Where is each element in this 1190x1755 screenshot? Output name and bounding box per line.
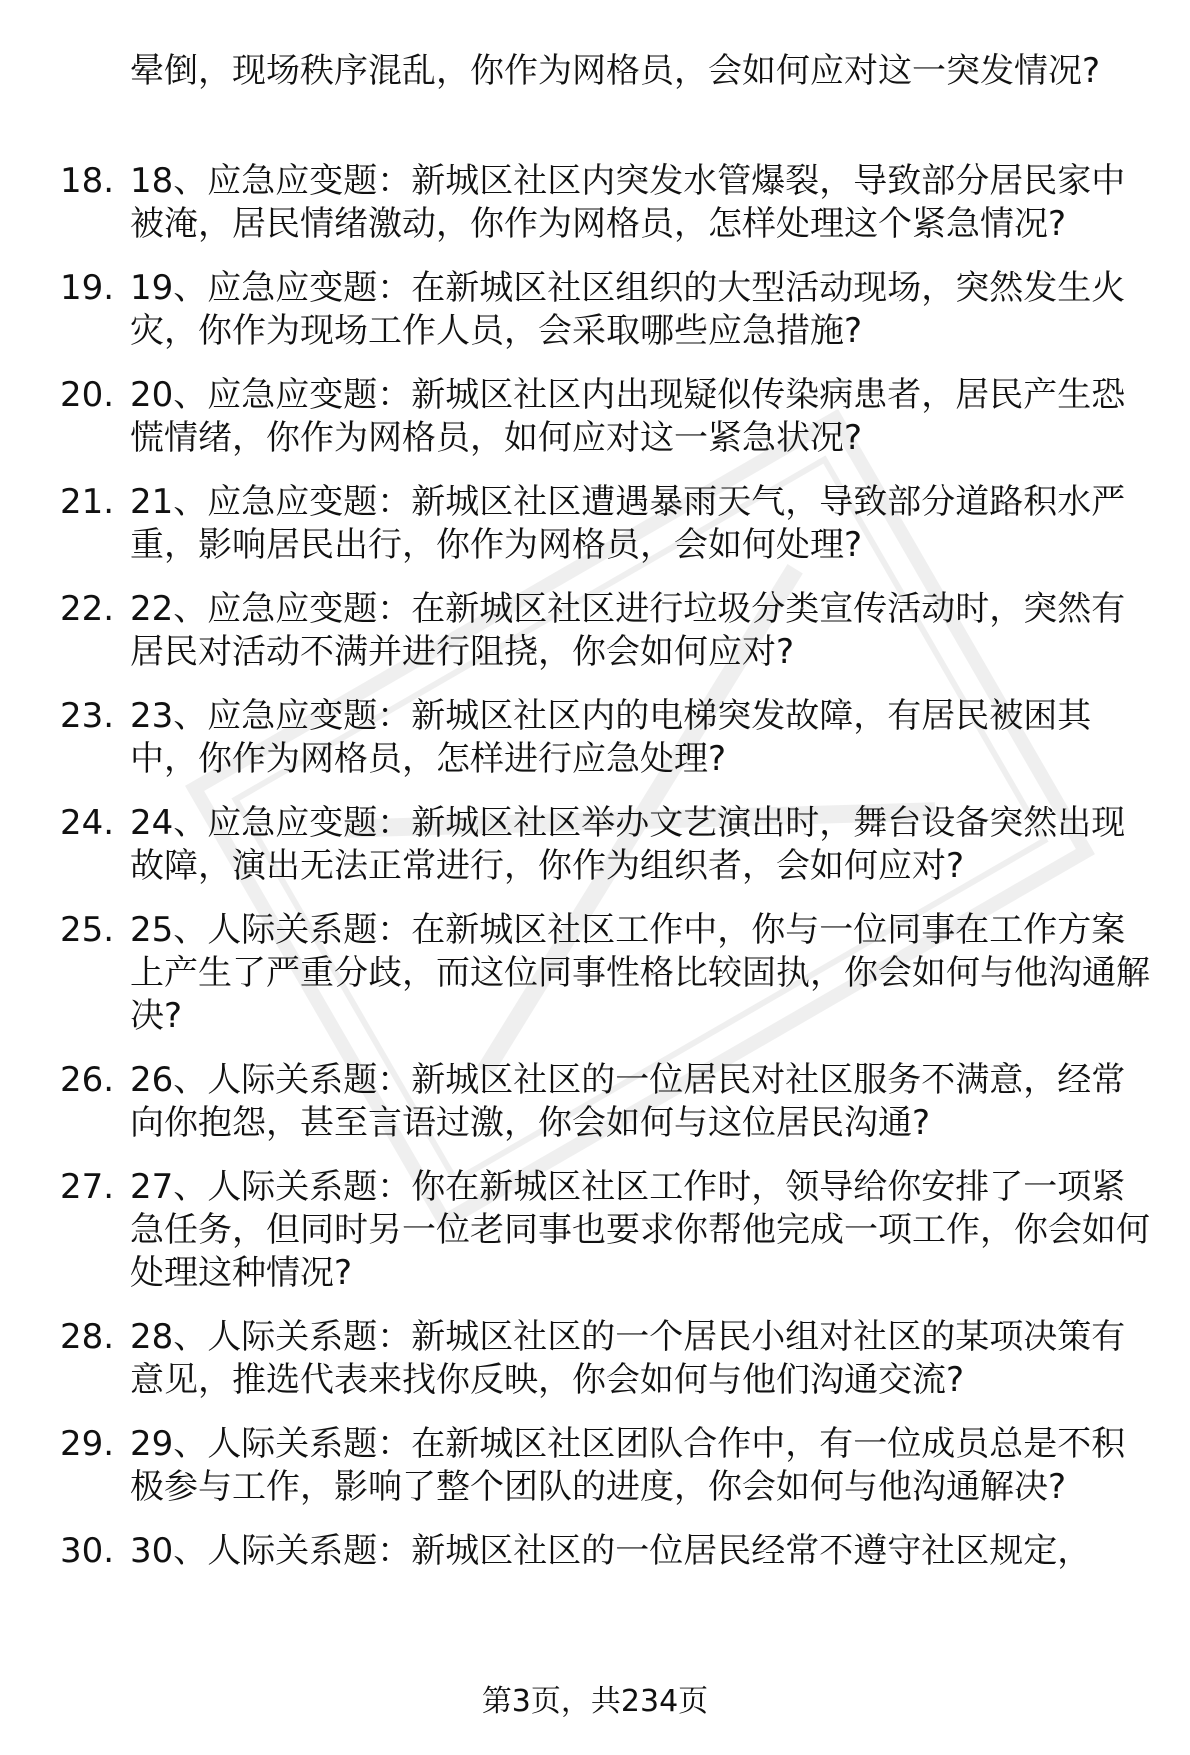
item-text: 24、应急应变题：新城区社区举办文艺演出时，舞台设备突然出现故障，演出无法正常进行，你作为组织者，会如何应对?: [130, 803, 1126, 886]
list-item: [60, 1423, 1150, 1509]
item-text: 23、应急应变题：新城区社区内的电梯突发故障，有居民被困其中，你作为网格员，怎样进行应急处理?: [130, 696, 1092, 779]
continuation-text: 晕倒，现场秩序混乱，你作为网格员，会如何应对这一突发情况?: [130, 51, 1101, 91]
item-number: 21.: [60, 482, 115, 522]
item-number: 25.: [60, 910, 115, 950]
list-item: [60, 160, 1150, 246]
list-item: [60, 802, 1150, 888]
list-item: [60, 1316, 1150, 1402]
item-text: 26、人际关系题：新城区社区的一位居民对社区服务不满意，经常向你抱怨，甚至言语过激，你会如何与这位居民沟通?: [130, 1060, 1126, 1143]
item-text: 22、应急应变题：在新城区社区进行垃圾分类宣传活动时，突然有居民对活动不满并进行阻挠，你会如何应对?: [130, 589, 1126, 672]
item-number: 27.: [60, 1167, 115, 1207]
item-number: 18.: [60, 161, 115, 201]
item-number: 29.: [60, 1424, 115, 1464]
item-text: 25、人际关系题：在新城区社区工作中，你与一位同事在工作方案上产生了严重分歧，而这位同事性格比较固执，你会如何与他沟通解决?: [130, 910, 1150, 1036]
list-item: [60, 1059, 1150, 1145]
item-text: 20、应急应变题：新城区社区内出现疑似传染病患者，居民产生恐慌情绪，你作为网格员，如何应对这一紧急状况?: [130, 375, 1126, 458]
item-number: 26.: [60, 1060, 115, 1100]
list-item: [60, 1530, 1150, 1573]
list-item: [60, 374, 1150, 460]
item-number: 22.: [60, 589, 115, 629]
item-number: 23.: [60, 696, 115, 736]
item-text: 19、应急应变题：在新城区社区组织的大型活动现场，突然发生火灾，你作为现场工作人员，会采取哪些应急措施?: [130, 268, 1126, 351]
list-item: [60, 588, 1150, 674]
item-text: 29、人际关系题：在新城区社区团队合作中，有一位成员总是不积极参与工作，影响了整个团队的进度，你会如何与他沟通解决?: [130, 1424, 1126, 1507]
item-text: 18、应急应变题：新城区社区内突发水管爆裂，导致部分居民家中被淹，居民情绪激动，你作为网格员，怎样处理这个紧急情况?: [130, 161, 1126, 244]
list-item: [60, 1166, 1150, 1295]
item-text: 28、人际关系题：新城区社区的一个居民小组对社区的某项决策有意见，推选代表来找你反映，你会如何与他们沟通交流?: [130, 1317, 1126, 1400]
item-text: 30、人际关系题：新城区社区的一位居民经常不遵守社区规定，: [130, 1531, 1092, 1571]
list-item: [60, 267, 1150, 353]
item-number: 19.: [60, 268, 115, 308]
item-number: 28.: [60, 1317, 115, 1357]
page-footer: 第3页，共234页: [481, 1684, 709, 1719]
item-text: 21、应急应变题：新城区社区遭遇暴雨天气，导致部分道路积水严重，影响居民出行，你作为网格员，会如何处理?: [130, 482, 1126, 565]
list-item: [60, 695, 1150, 781]
item-text: 27、人际关系题：你在新城区社区工作时，领导给你安排了一项紧急任务，但同时另一位老同事也要求你帮他完成一项工作，你会如何处理这种情况?: [130, 1167, 1150, 1293]
list-item: [60, 481, 1150, 567]
list-item: [60, 909, 1150, 1038]
question-list: [60, 160, 1150, 1594]
item-number: 20.: [60, 375, 115, 415]
item-number: 30.: [60, 1531, 115, 1571]
item-number: 24.: [60, 803, 115, 843]
